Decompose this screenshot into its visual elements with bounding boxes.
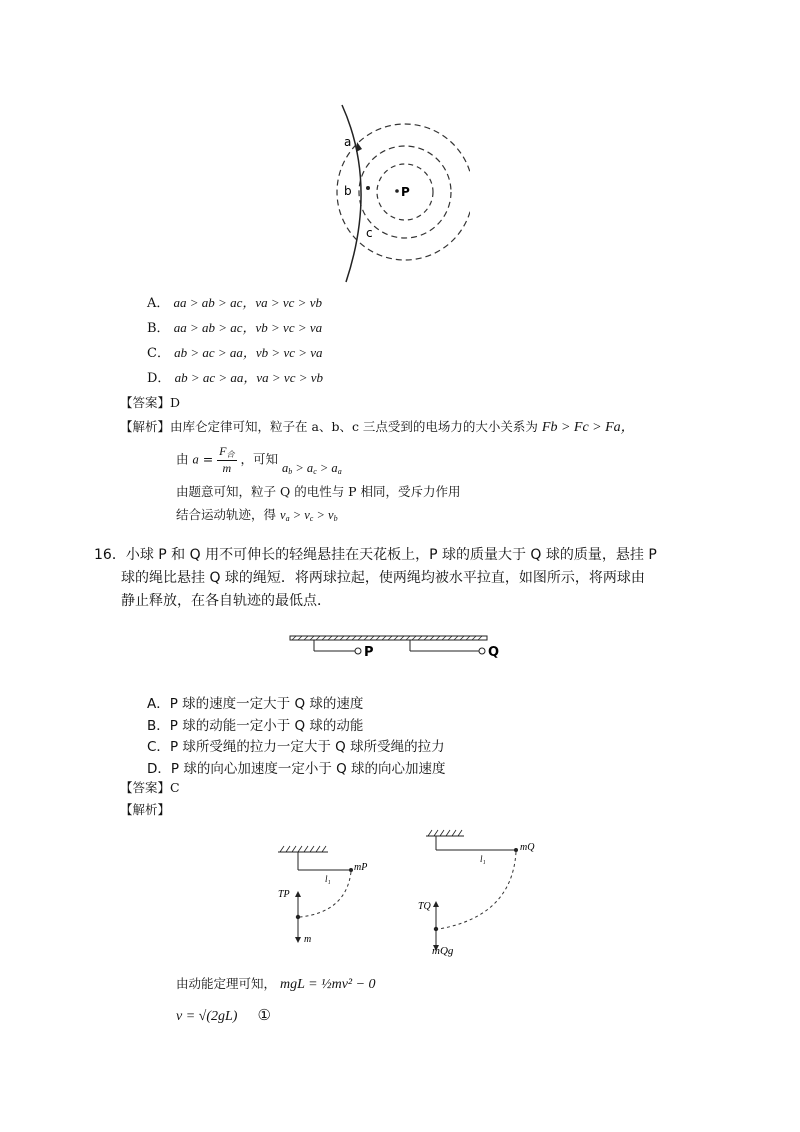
label-TP: TP (278, 889, 290, 900)
q15-analysis-line1 (120, 416, 635, 436)
q16-stem (94, 544, 657, 613)
q16-stem-line2: 球的绳比悬挂 Q 球的绳短．将两球拉起，使两绳均被水平拉直，如图所示，将两球由 (121, 570, 645, 586)
acceleration-relation: $a_b > a_c > a_a$ (282, 460, 342, 476)
question-number: 16． (94, 547, 126, 563)
ball-Q (479, 648, 485, 654)
q16-stem-line3: 静止释放，在各自轨迹的最低点． (121, 593, 331, 609)
newton-second-law-formula: a = $F_合$ m (192, 444, 235, 475)
label-l1: l₁ (480, 854, 486, 864)
trajectory-arrow (356, 142, 362, 152)
option-text: ab > ac > aa，vb > vc > va (174, 345, 323, 360)
point-b-dot (366, 186, 370, 190)
label-c: c (366, 226, 373, 240)
label-P: P (364, 645, 374, 660)
electric-field-figure (320, 100, 470, 290)
label-m: m (304, 934, 312, 945)
q16-option-c (147, 735, 445, 755)
label-mQg: mQg (432, 945, 454, 957)
point-P-dot (395, 189, 399, 193)
q16-option-d (147, 757, 446, 777)
ball-start (514, 848, 518, 852)
analysis-mid: ，可知 (240, 451, 279, 467)
analysis-prefix: 由 (176, 451, 189, 467)
option-letter: D． (147, 371, 171, 386)
answer-value: D (170, 395, 181, 410)
option-letter: C． (147, 346, 170, 361)
analysis-text: 由库仑定律可知，粒子在 a、b、c 三点受到的电场力的大小关系为 (170, 419, 538, 434)
force-relation: Fb > Fc > Fa， (541, 420, 635, 435)
q15-analysis-line4 (176, 505, 338, 523)
label-mP: mP (354, 862, 368, 873)
option-text: aa > ab > ac，vb > vc > va (173, 320, 323, 335)
energy-theorem-text: 由动能定理可知， (176, 976, 277, 991)
circled-number: ① (257, 1006, 271, 1024)
q15-option-d (147, 367, 323, 386)
analysis-prefix: 结合运动轨迹，得 (176, 507, 277, 522)
energy-equation: mgL = ½mv² − 0 (280, 977, 376, 992)
q16-option-a (147, 692, 363, 712)
label-b: b (344, 184, 352, 198)
option-text: P 球的速度一定大于 Q 球的速度 (169, 696, 364, 712)
stem-text: 小球 P 和 Q 用不可伸长的轻绳悬挂在天花板上，P 球的质量大于 Q 球的质量，悬挂 P (125, 547, 657, 563)
swing-arc (439, 852, 516, 929)
option-letter: B． (147, 321, 170, 336)
pendulum-setup-figure (285, 630, 515, 665)
q15-option-c (147, 342, 323, 361)
q15-analysis-line3: 由题意可知，粒子 Q 的电性与 P 相同，受斥力作用 (176, 484, 461, 499)
option-letter: C． (147, 739, 170, 755)
option-letter: D． (147, 761, 171, 777)
answer-value: C (170, 780, 180, 795)
q15-answer (120, 393, 180, 411)
tension-arrowhead (433, 901, 439, 907)
option-text: P 球所受绳的拉力一定大于 Q 球所受绳的拉力 (169, 739, 445, 755)
q16-stem-line1 (94, 544, 657, 567)
q15-option-b (147, 317, 322, 336)
solution-figure-right (412, 824, 562, 959)
option-text: ab > ac > aa，va > vc > vb (174, 370, 324, 385)
energy-theorem-line (176, 974, 376, 993)
velocity-relation: $v_a > v_c > v_b$ (280, 508, 338, 523)
ball-bottom (296, 915, 300, 919)
answer-label: 【答案】 (120, 780, 171, 795)
option-text: aa > ab > ac，va > vc > vb (173, 295, 322, 310)
answer-label: 【答案】 (120, 395, 171, 410)
label-l1: l₁ (325, 874, 331, 884)
ball-bottom (434, 927, 438, 931)
option-letter: A． (147, 696, 170, 712)
q16-option-b (147, 714, 363, 734)
q16-answer (120, 778, 180, 796)
q16-analysis-label: 【解析】 (120, 802, 171, 817)
tension-arrowhead (295, 891, 301, 897)
gravity-arrowhead (295, 937, 301, 943)
q15-analysis-line2 (176, 444, 342, 476)
label-Q: Q (488, 645, 500, 660)
option-letter: B． (147, 718, 170, 734)
option-letter: A． (147, 296, 170, 311)
q15-option-a (147, 292, 322, 311)
option-text: P 球的动能一定小于 Q 球的动能 (169, 718, 364, 734)
label-mQ: mQ (520, 842, 535, 853)
ball-P (355, 648, 361, 654)
option-text: P 球的向心加速度一定小于 Q 球的向心加速度 (170, 761, 446, 777)
label-P: P (401, 185, 410, 199)
velocity-equation: v = √(2gL) (176, 1009, 238, 1024)
analysis-label: 【解析】 (120, 419, 171, 434)
ball-start (349, 868, 353, 872)
velocity-line (176, 1006, 271, 1025)
solution-figure-left (268, 842, 378, 952)
label-TQ: TQ (418, 901, 431, 912)
label-a: a (344, 135, 352, 149)
